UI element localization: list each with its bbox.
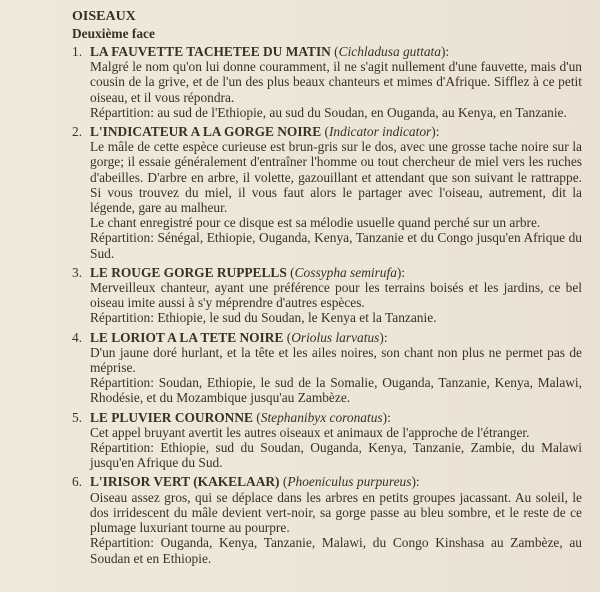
bird-entry	[72, 44, 582, 120]
latin-name: Cossypha semirufa	[294, 264, 397, 280]
entry-number: 2.	[72, 124, 83, 140]
entry-body	[90, 410, 582, 471]
bird-name: LE ROUGE GORGE RUPPELLS	[90, 264, 287, 280]
entry-number: 5.	[72, 409, 83, 425]
bird-name: L'IRISOR VERT (KAKELAAR)	[90, 474, 280, 490]
entry-paragraph: Oiseau assez gros, qui se déplace dans les arbres en petits groupes jacassant. Au soleil, le dos irridescent du mâle devient vert-noir, sa gorge passe au bleu sombre, et le reste de ce plumage luxuriant tourne au pourpre.	[90, 489, 582, 536]
entry-heading: LE PLUVIER COURONNE (Stephanibyx coronatus):	[90, 409, 391, 425]
entry-paragraph: Répartition: Soudan, Ethiopie, le sud de la Somalie, Ouganda, Tanzanie, Kenya, Malawi, Rhodésie, et du Mozambique jusqu'au Zambèze.	[90, 375, 582, 406]
latin-name: Indicator indicator	[328, 124, 432, 140]
side-subheading: Deuxième face	[72, 26, 155, 41]
entry-body	[90, 44, 582, 120]
latin-name: Stephanibyx coronatus	[260, 409, 383, 425]
entry-paragraph: Cet appel bruyant avertit les autres oiseaux et animaux de l'approche de l'étranger.	[90, 424, 530, 440]
page-heading: OISEAUX	[72, 9, 136, 24]
text-column	[72, 8, 582, 570]
entry-heading: LA FAUVETTE TACHETEE DU MATIN (Cichladusa guttata):	[90, 44, 450, 59]
entry-paragraph: Malgré le nom qu'on lui donne couramment, il ne s'agit nullement d'une fauvette, mais d'un cousin de la grive, et de l'un des plus beaux chanteurs et mimes d'Afrique. Sifflez à ce petit oiseau, et il vous répondra.	[90, 59, 582, 105]
entry-paragraph: Répartition: Ouganda, Kenya, Tanzanie, Malawi, du Congo Kinshasa au Zambèze, au Soudan et en Ethiopie.	[90, 535, 582, 566]
bird-entry	[72, 124, 582, 261]
entry-body	[90, 265, 582, 326]
latin-name: Oriolus larvatus	[291, 329, 380, 345]
entry-body	[90, 124, 582, 261]
entry-number: 4.	[72, 329, 83, 345]
entry-paragraph: Merveilleux chanteur, ayant une préférence pour les terrains boisés et les jardins, ce bel oiseau imite aussi à s'y méprendre d'autres espèces.	[90, 280, 582, 311]
entry-number: 6.	[72, 474, 83, 490]
entry-paragraph: Le chant enregistré pour ce disque est sa mélodie usuelle quand perché sur un arbre.	[90, 215, 541, 231]
bird-entry	[72, 265, 582, 326]
bird-entry	[72, 330, 582, 406]
bird-name: L'INDICATEUR A LA GORGE NOIRE	[90, 124, 322, 140]
entry-heading: LE LORIOT A LA TETE NOIRE (Oriolus larvatus):	[90, 329, 388, 345]
entry-body	[90, 330, 582, 406]
bird-name: LE LORIOT A LA TETE NOIRE	[90, 329, 284, 345]
entry-list	[72, 44, 582, 566]
bird-entry	[72, 474, 582, 565]
bird-entry	[72, 410, 582, 471]
latin-name: Cichladusa guttata	[338, 44, 441, 59]
entry-paragraph: Répartition: Ethiopie, le sud du Soudan, le Kenya et la Tanzanie.	[90, 310, 437, 326]
latin-name: Phoeniculus purpureus	[287, 474, 412, 490]
entry-number: 1.	[72, 44, 83, 59]
entry-paragraph: Répartition: Ethiopie, sud du Soudan, Ouganda, Kenya, Tanzanie, Zambie, du Malawi jusqu'en Afrique du Sud.	[90, 440, 582, 471]
entry-heading: LE ROUGE GORGE RUPPELLS (Cossypha semirufa):	[90, 264, 406, 280]
entry-paragraph: D'un jaune doré hurlant, et la tête et les ailes noires, son chant non plus ne permet pas de méprise.	[90, 344, 582, 376]
entry-heading: L'INDICATEUR A LA GORGE NOIRE (Indicator indicator):	[90, 124, 440, 140]
entry-paragraph: Le mâle de cette espèce curieuse est brun-gris sur le dos, avec une grosse tache noire sur la gorge; il essaie généralement d'entraîner l'homme ou tout chercheur de miel vers les ruches d'abeilles. D'arbre en arbre, il volette, gazouillant et attendant que son suivant le rattrappe. Si vous trouvez du miel, il vous faut alors le partager avec l'oiseau, autrement, dit la légende, gare au malheur.	[90, 139, 582, 216]
entry-heading: L'IRISOR VERT (KAKELAAR) (Phoeniculus purpureus):	[90, 474, 420, 490]
bird-name: LE PLUVIER COURONNE	[90, 409, 253, 425]
entry-paragraph: Répartition: au sud de l'Ethiopie, au sud du Soudan, en Ouganda, au Kenya, en Tanzanie.	[90, 104, 567, 120]
entry-number: 3.	[72, 264, 83, 280]
bird-name: LA FAUVETTE TACHETEE DU MATIN	[90, 44, 331, 59]
entry-paragraph: Répartition: Sénégal, Ethiopie, Ouganda, Kenya, Tanzanie et du Congo jusqu'en Afrique du Sud.	[90, 230, 582, 261]
entry-body	[90, 474, 582, 565]
